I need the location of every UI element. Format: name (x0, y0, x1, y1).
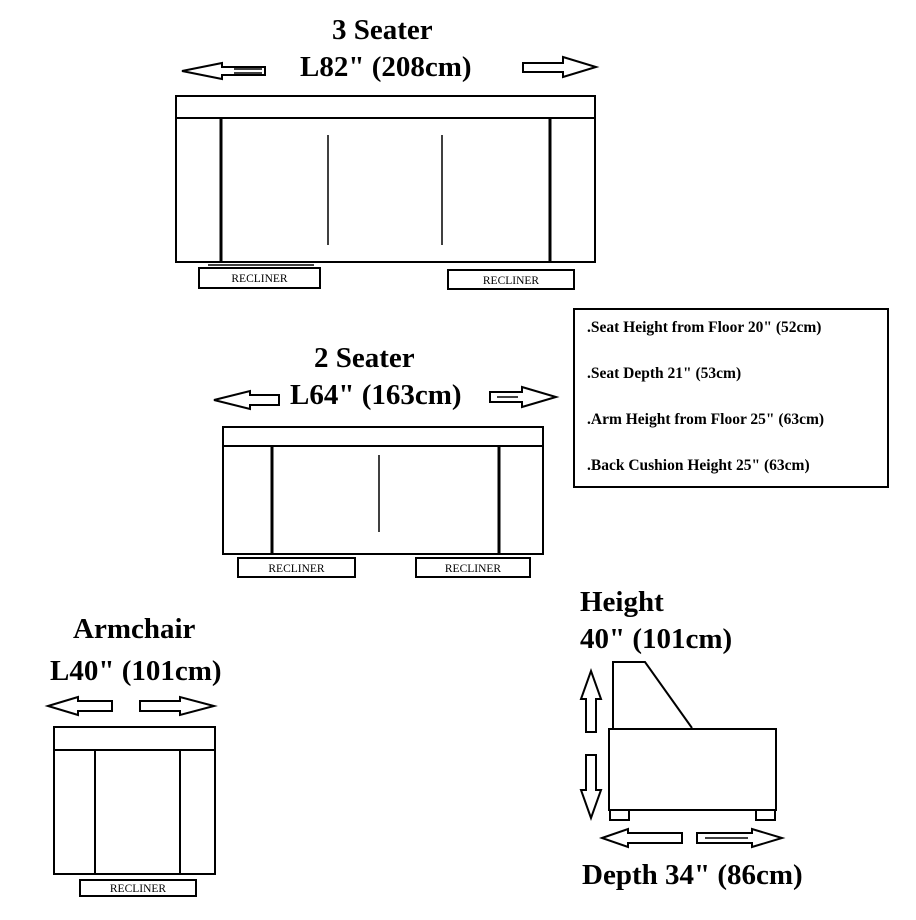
spec-seat-depth: .Seat Depth 21" (53cm) (587, 365, 742, 382)
two-seater-length: L64" (163cm) (290, 379, 462, 411)
arrow-right-icon (140, 697, 214, 715)
spec-seat-height: .Seat Height from Floor 20" (52cm) (587, 319, 822, 336)
arrow-right-icon (523, 57, 596, 77)
three-seater-recliner-right-label: RECLINER (482, 275, 540, 287)
armchair-recliner-label: RECLINER (109, 883, 167, 895)
three-seater-recliner-left-label: RECLINER (231, 273, 288, 285)
height-value: 40" (101cm) (580, 623, 733, 655)
two-seater-title: 2 Seater (314, 342, 415, 374)
arrow-left-icon (48, 697, 112, 715)
two-seater-recliner-left-label: RECLINER (268, 563, 325, 575)
side-view-seat-body (609, 729, 776, 810)
three-seater-title: 3 Seater (332, 14, 433, 46)
side-view-front-leg (610, 810, 629, 820)
spec-arm-height: .Arm Height from Floor 25" (63cm) (587, 411, 825, 428)
arrow-left-icon (602, 829, 682, 847)
two-seater-drawing (223, 427, 543, 577)
armchair-length: L40" (101cm) (50, 655, 222, 687)
three-seater-frame (176, 96, 595, 262)
arrow-left-icon (214, 391, 279, 409)
armchair-title: Armchair (73, 613, 196, 645)
side-view-backrest (613, 662, 692, 730)
two-seater-recliner-right-label: RECLINER (444, 563, 502, 575)
arrow-left-icon (182, 63, 265, 79)
three-seater-drawing (176, 96, 595, 289)
spec-back-cushion-height: .Back Cushion Height 25" (63cm) (587, 457, 810, 474)
side-view-drawing (609, 662, 776, 820)
three-seater-length: L82" (208cm) (300, 51, 472, 83)
arrow-down-icon (581, 755, 601, 818)
depth-label: Depth 34" (86cm) (582, 859, 803, 891)
armchair-drawing (54, 727, 215, 896)
height-title: Height (580, 586, 664, 618)
side-view-back-leg (756, 810, 775, 820)
arrow-up-icon (581, 671, 601, 732)
